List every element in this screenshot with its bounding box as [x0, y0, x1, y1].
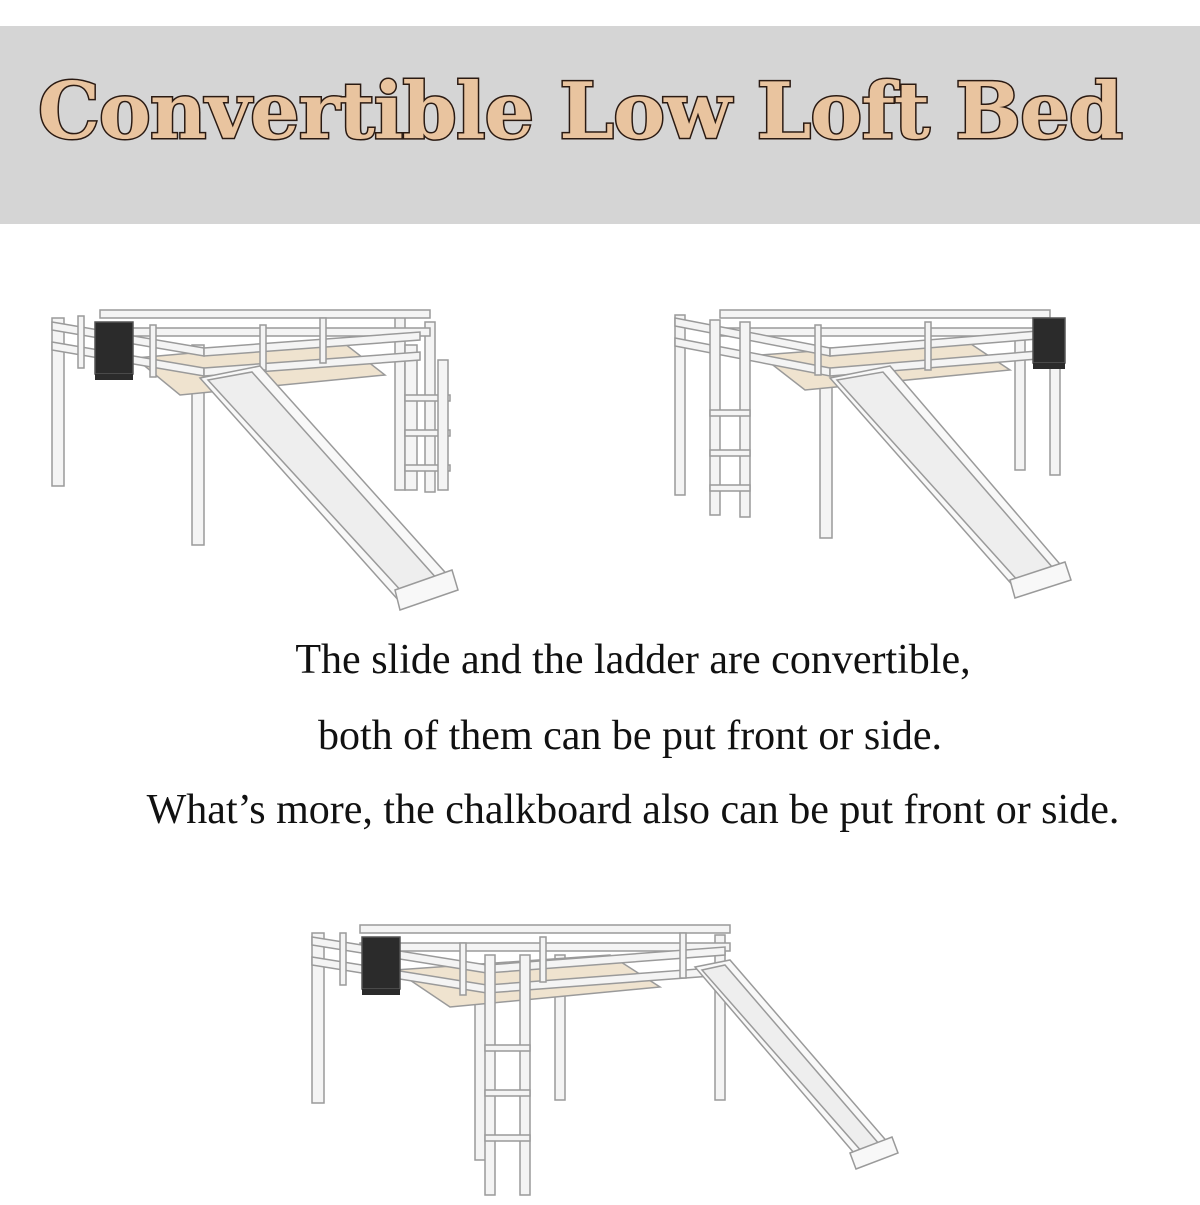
page-title: Convertible Low Loft Bed — [37, 66, 1123, 157]
loft-bed-image-3 — [300, 915, 900, 1205]
loft-bed-image-1 — [40, 300, 470, 620]
loft-bed-image-2 — [665, 300, 1075, 600]
caption-line-1: The slide and the ladder are convertible, — [295, 637, 971, 683]
caption-line-3: What’s more, the chalkboard also can be put front or side. — [146, 787, 1120, 833]
caption-line-2: both of them can be put front or side. — [317, 713, 942, 759]
